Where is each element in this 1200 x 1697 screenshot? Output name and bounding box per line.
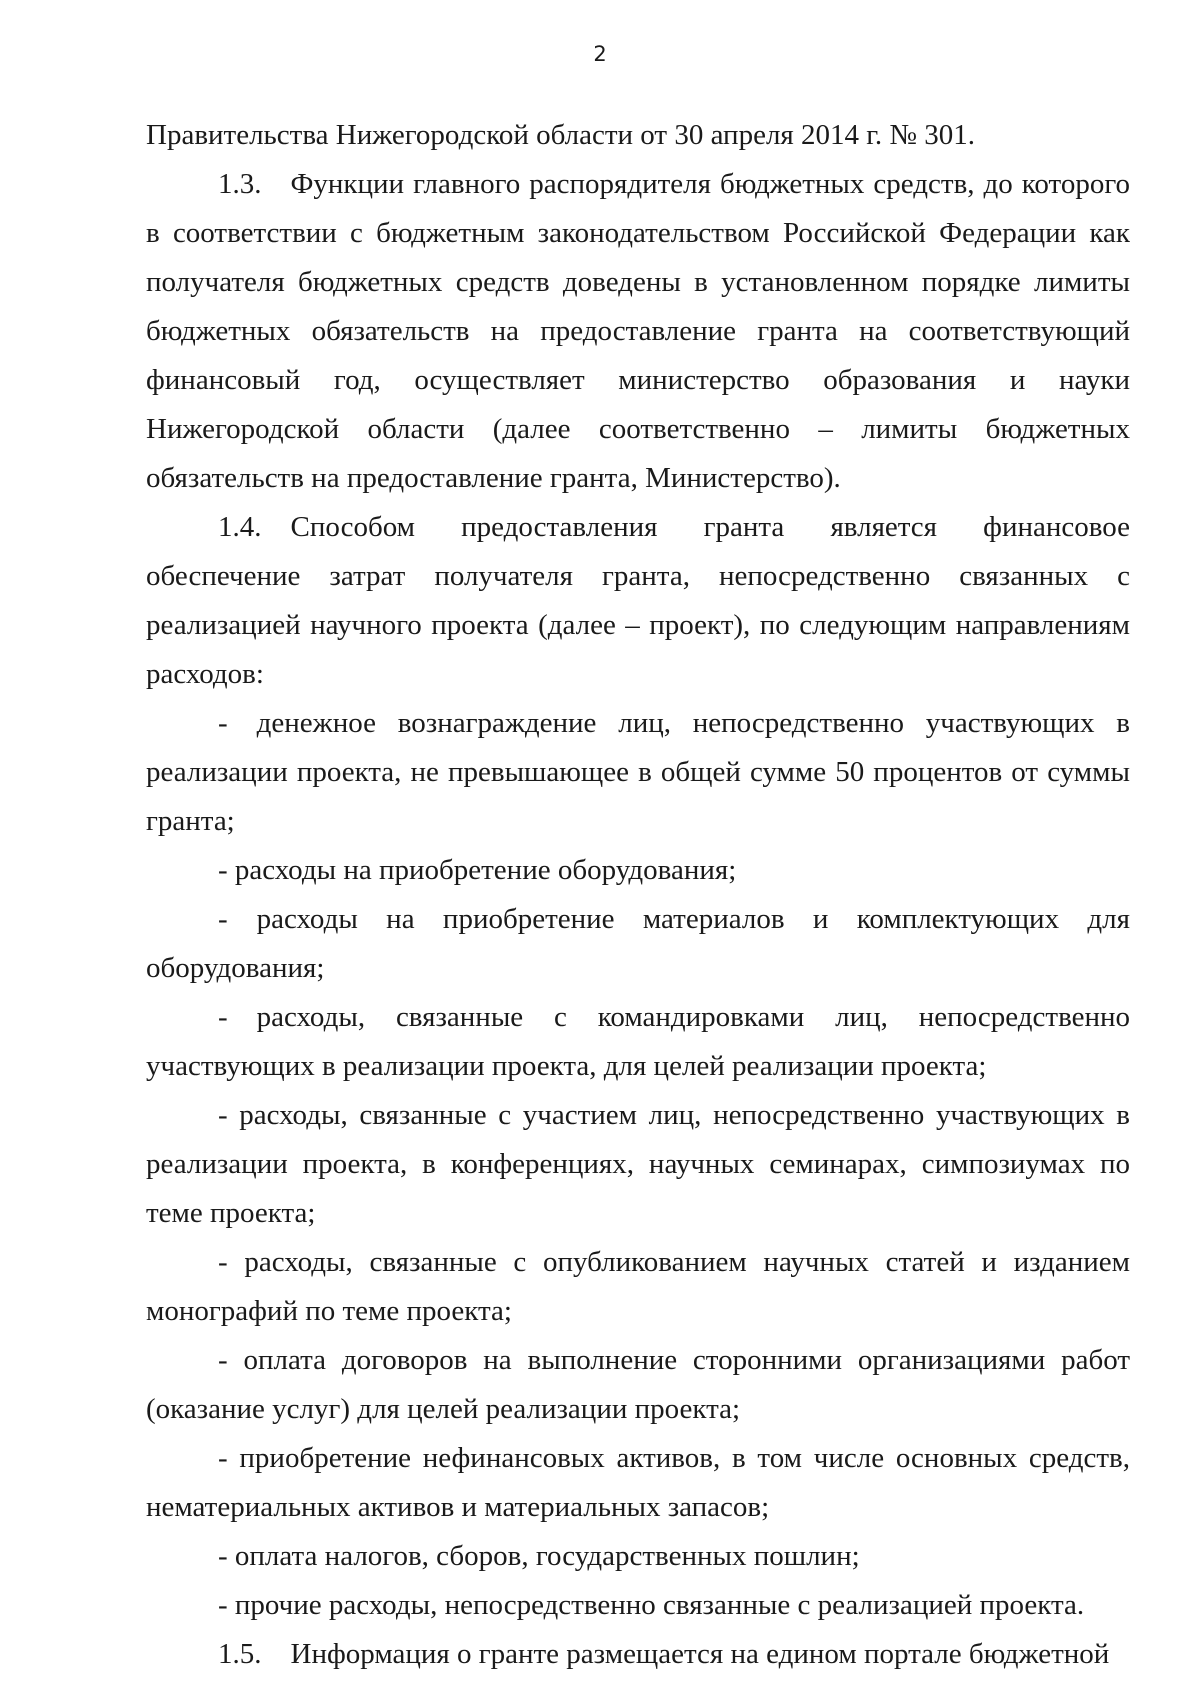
list-item-equipment: - расходы на приобретение оборудования; [218,854,737,886]
paragraph-continuation: Правительства Нижегородской области от 30 апреля 2014 г. № 301. [146,119,976,151]
page-number: 2 [593,42,607,66]
list-item-contracts: - оплата договоров на выполнение сторонними организациями работ (оказание услуг) для целей реализации проекта; [146,1344,1130,1425]
list-item-conferences: - расходы, связанные с участием лиц, непосредственно участвующих в реализации проекта, в конференциях, научных семинарах, симпозиумах по теме проекта; [146,1099,1130,1229]
document-body [146,111,1130,1679]
list-item-publications: - расходы, связанные с опубликованием научных статей и изданием монографий по теме проекта; [146,1246,1130,1327]
list-item-taxes: - оплата налогов, сборов, государственных пошлин; [218,1540,860,1572]
list-item-materials: - расходы на приобретение материалов и комплектующих для оборудования; [146,903,1130,984]
list-item-nonfinancial-assets: - приобретение нефинансовых активов, в том числе основных средств, нематериальных активов и материальных запасов; [146,1442,1130,1523]
list-item-other-expenses: - прочие расходы, непосредственно связанные с реализацией проекта. [218,1589,1085,1621]
list-item-remuneration: - денежное вознаграждение лиц, непосредственно участвующих в реализации проекта, не превышающее в общей сумме 50 процентов от суммы гранта; [146,707,1130,837]
list-item-business-trips: - расходы, связанные с командировками лиц, непосредственно участвующих в реализации проекта, для целей реализации проекта; [146,1001,1130,1082]
paragraph-1-3: 1.3. Функции главного распорядителя бюджетных средств, до которого в соответствии с бюджетным законодательством Российской Федерации как получателя бюджетных средств доведены в установленном порядке лимиты бюджетных обязательств на предоставление гранта на соответствующий финансовый год, осуществляет министерство образования и науки Нижегородской области (далее соответственно – лимиты бюджетных обязательств на предоставление гранта, Министерство). [146,168,1130,494]
paragraph-1-4: 1.4. Способом предоставления гранта является финансовое обеспечение затрат получателя гранта, непосредственно связанных с реализацией научного проекта (далее – проект), по следующим направлениям расходов: [146,511,1130,690]
paragraph-1-5: 1.5. Информация о гранте размещается на едином портале бюджетной [218,1638,1110,1670]
